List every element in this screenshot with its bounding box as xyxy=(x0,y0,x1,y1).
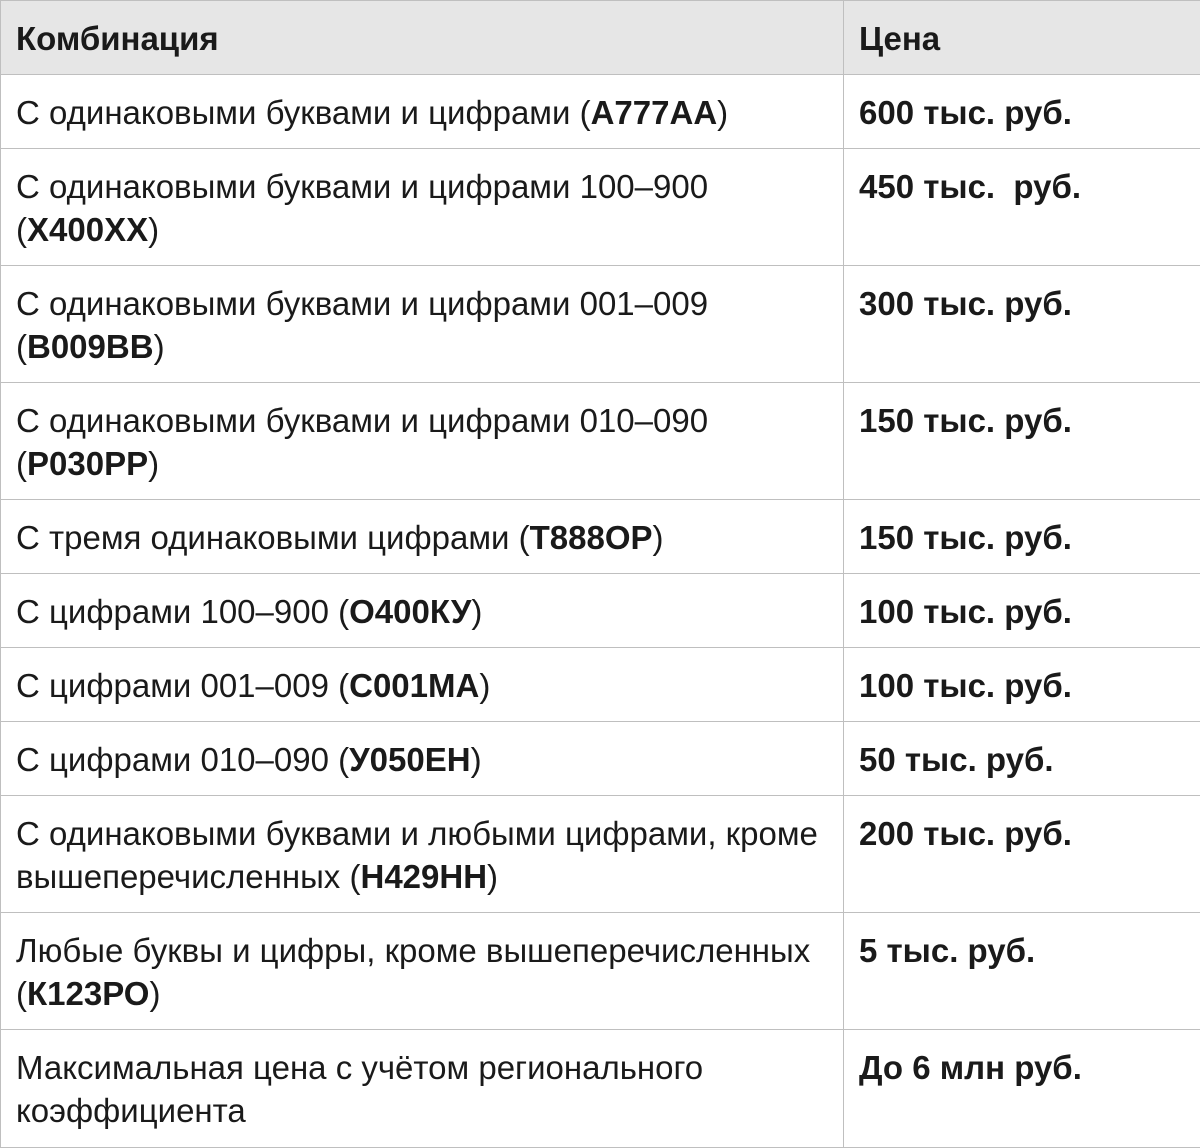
combination-cell xyxy=(1,266,844,383)
plate-example: К123РО xyxy=(27,975,149,1012)
plate-example: Х400ХХ xyxy=(27,211,148,248)
header-combination: Комбинация xyxy=(1,1,844,75)
table-row xyxy=(1,266,1200,383)
combination-text: Любые буквы и цифры, кроме вышеперечисленных ( xyxy=(16,932,810,1012)
table-row xyxy=(1,722,1200,796)
combination-text: С цифрами 010–090 ( xyxy=(16,741,349,778)
combination-close: ) xyxy=(653,519,664,556)
plate-example: А777АА xyxy=(591,94,718,131)
plate-example: С001МА xyxy=(349,667,479,704)
table-row xyxy=(1,574,1200,648)
combination-close: ) xyxy=(471,741,482,778)
table-row xyxy=(1,75,1200,149)
combination-close: ) xyxy=(717,94,728,131)
plate-example: Н429НН xyxy=(360,858,487,895)
plate-example: Р030РР xyxy=(27,445,148,482)
combination-text: С одинаковыми буквами и цифрами 100–900 ( xyxy=(16,168,708,248)
combination-text: С цифрами 001–009 ( xyxy=(16,667,349,704)
combination-cell xyxy=(1,149,844,266)
combination-cell xyxy=(1,1030,844,1148)
combination-text: С одинаковыми буквами и цифрами ( xyxy=(16,94,591,131)
combination-close: ) xyxy=(148,445,159,482)
combination-cell xyxy=(1,75,844,149)
combination-text: С одинаковыми буквами и цифрами 010–090 ( xyxy=(16,402,708,482)
table-header-row xyxy=(1,1,1200,75)
price-cell: 150 тыс. руб. xyxy=(844,383,1200,500)
combination-cell xyxy=(1,722,844,796)
header-price: Цена xyxy=(844,1,1200,75)
table-row xyxy=(1,648,1200,722)
price-cell: 600 тыс. руб. xyxy=(844,75,1200,149)
price-cell: 200 тыс. руб. xyxy=(844,796,1200,913)
combination-close: ) xyxy=(154,328,165,365)
combination-close: ) xyxy=(479,667,490,704)
plate-example: О400КУ xyxy=(349,593,471,630)
table-row xyxy=(1,1030,1200,1148)
price-cell: 450 тыс. руб. xyxy=(844,149,1200,266)
combination-text: С одинаковыми буквами и любыми цифрами, кроме вышеперечисленных ( xyxy=(16,815,818,895)
price-cell: 50 тыс. руб. xyxy=(844,722,1200,796)
price-cell: 150 тыс. руб. xyxy=(844,500,1200,574)
combination-text: Максимальная цена с учётом регионального коэффициента xyxy=(16,1049,703,1129)
combination-close: ) xyxy=(148,211,159,248)
price-cell: 300 тыс. руб. xyxy=(844,266,1200,383)
combination-cell xyxy=(1,383,844,500)
table-row xyxy=(1,149,1200,266)
combination-cell xyxy=(1,913,844,1030)
table-row xyxy=(1,796,1200,913)
combination-close: ) xyxy=(487,858,498,895)
combination-close: ) xyxy=(471,593,482,630)
combination-cell xyxy=(1,648,844,722)
combination-cell xyxy=(1,574,844,648)
combination-cell xyxy=(1,796,844,913)
price-cell: 100 тыс. руб. xyxy=(844,574,1200,648)
combination-text: С цифрами 100–900 ( xyxy=(16,593,349,630)
combination-close: ) xyxy=(149,975,160,1012)
plate-example: В009ВВ xyxy=(27,328,154,365)
table-row xyxy=(1,500,1200,574)
combination-text: С тремя одинаковыми цифрами ( xyxy=(16,519,530,556)
combination-cell xyxy=(1,500,844,574)
table-row xyxy=(1,913,1200,1030)
price-cell: 100 тыс. руб. xyxy=(844,648,1200,722)
price-cell: До 6 млн руб. xyxy=(844,1030,1200,1148)
table-row xyxy=(1,383,1200,500)
plate-example: Т888ОР xyxy=(530,519,653,556)
plate-example: У050ЕН xyxy=(349,741,470,778)
combination-text: С одинаковыми буквами и цифрами 001–009 ( xyxy=(16,285,708,365)
price-cell: 5 тыс. руб. xyxy=(844,913,1200,1030)
